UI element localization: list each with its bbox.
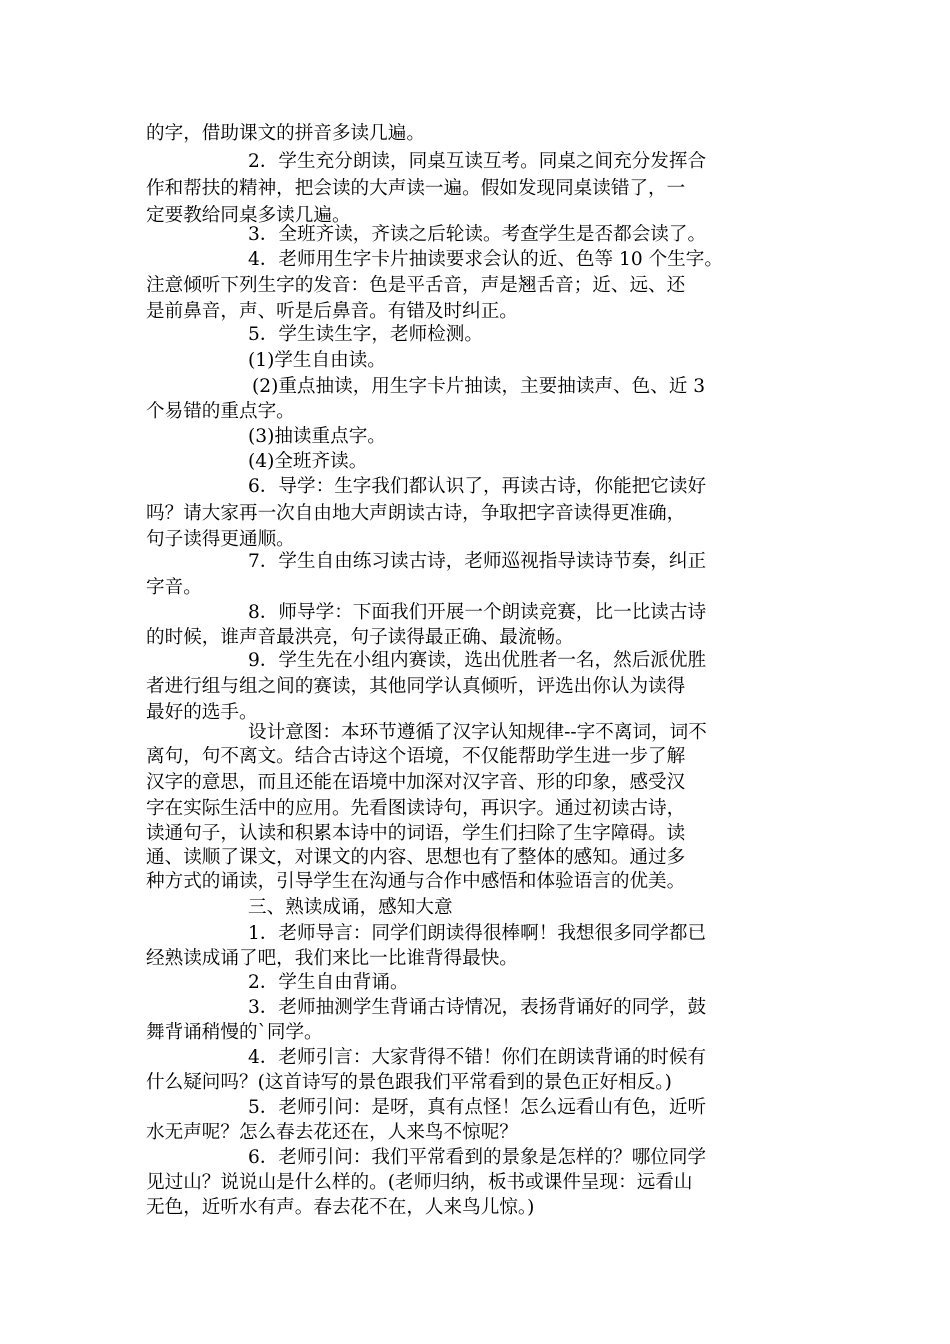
text-line: 1．老师导言：同学们朗读得很棒啊！我想很多同学都已 [248, 923, 707, 944]
text-line: 5．老师引问：是呀，真有点怪！怎么远看山有色，近听 [248, 1097, 707, 1118]
text-line: 什么疑问吗？(这首诗写的景色跟我们平常看到的景色正好相反。) [146, 1072, 672, 1093]
text-line: 无色，近听水有声。春去花不在，人来鸟儿惊。) [146, 1197, 535, 1218]
text-line: 注意倾听下列生字的发音：色是平舌音，声是翘舌音；近、远、还 [146, 275, 686, 296]
text-line: 2．学生充分朗读，同桌互读互考。同桌之间充分发挥合 [248, 151, 707, 172]
text-line: (1)学生自由读。 [248, 350, 386, 371]
text-line: 5．学生读生字，老师检测。 [248, 324, 483, 345]
text-line: 3．老师抽测学生背诵古诗情况，表扬背诵好的同学，鼓 [248, 997, 707, 1018]
text-line: 的字，借助课文的拼音多读几遍。 [146, 123, 425, 144]
text-line: 6．导学：生字我们都认识了，再读古诗，你能把它读好 [248, 476, 707, 497]
text-line: 水无声呢？怎么春去花还在，人来鸟不惊呢？ [146, 1122, 518, 1143]
text-line: 定要教给同桌多读几遍。 [146, 205, 351, 226]
text-line: 个易错的重点字。 [146, 401, 295, 422]
text-line: 最好的选手。 [146, 702, 258, 723]
text-line: 6．老师引问：我们平常看到的景象是怎样的？哪位同学 [248, 1147, 707, 1168]
text-line: 设计意图：本环节遵循了汉字认知规律--字不离词，词不 [248, 722, 707, 743]
text-line: 9．学生先在小组内赛读，选出优胜者一名，然后派优胜 [248, 650, 707, 671]
text-line: 2．学生自由背诵。 [248, 972, 409, 993]
text-line: 通、读顺了课文，对课文的内容、思想也有了整体的感知。通过多 [146, 847, 686, 868]
text-line: 离句，句不离文。结合古诗这个语境，不仅能帮助学生进一步了解 [146, 746, 686, 767]
text-line: 8．师导学：下面我们开展一个朗读竞赛，比一比读古诗 [248, 602, 707, 623]
text-line: (3)抽读重点字。 [248, 426, 386, 447]
text-line: 舞背诵稍慢的`同学。 [146, 1022, 323, 1043]
text-line: 字在实际生活中的应用。先看图读诗句，再识字。通过初读古诗， [146, 798, 686, 819]
text-line: 句子读得更通顺。 [146, 529, 295, 550]
text-line: 见过山？说说山是什么样的。(老师归纳，板书或课件呈现：远看山 [146, 1172, 693, 1193]
text-line: 读通句子，认读和积累本诗中的词语，学生们扫除了生字障碍。读 [146, 823, 686, 844]
text-line: 经熟读成诵了吧，我们来比一比谁背得最快。 [146, 948, 518, 969]
section-heading: 三、熟读成诵，感知大意 [248, 897, 453, 918]
text-line: 种方式的诵读，引导学生在沟通与合作中感悟和体验语言的优美。 [146, 871, 686, 892]
text-line: 3．全班齐读，齐读之后轮读。考查学生是否都会读了。 [248, 224, 707, 245]
text-line: 的时候，谁声音最洪亮，句子读得最正确、最流畅。 [146, 627, 574, 648]
text-line: 7．学生自由练习读古诗，老师巡视指导读诗节奏，纠正 [248, 551, 707, 572]
text-line: 者进行组与组之间的赛读，其他同学认真倾听，评选出你认为读得 [146, 676, 686, 697]
text-line: 字音。 [146, 577, 202, 598]
text-line: 4．老师用生字卡片抽读要求会认的近、色等 10 个生字。 [248, 249, 723, 270]
text-line: 吗？请大家再一次自由地大声朗读古诗，争取把字音读得更准确， [146, 503, 686, 524]
text-line: 是前鼻音，声、听是后鼻音。有错及时纠正。 [146, 301, 518, 322]
text-line: 4．老师引言：大家背得不错！你们在朗读背诵的时候有 [248, 1047, 707, 1068]
text-line: (4)全班齐读。 [248, 451, 368, 472]
text-line: 作和帮扶的精神，把会读的大声读一遍。假如发现同桌读错了，一 [146, 178, 686, 199]
text-line: (2)重点抽读，用生字卡片抽读，主要抽读声、色、近 3 [252, 376, 706, 397]
text-line: 汉字的意思，而且还能在语境中加深对汉字音、形的印象，感受汉 [146, 772, 686, 793]
